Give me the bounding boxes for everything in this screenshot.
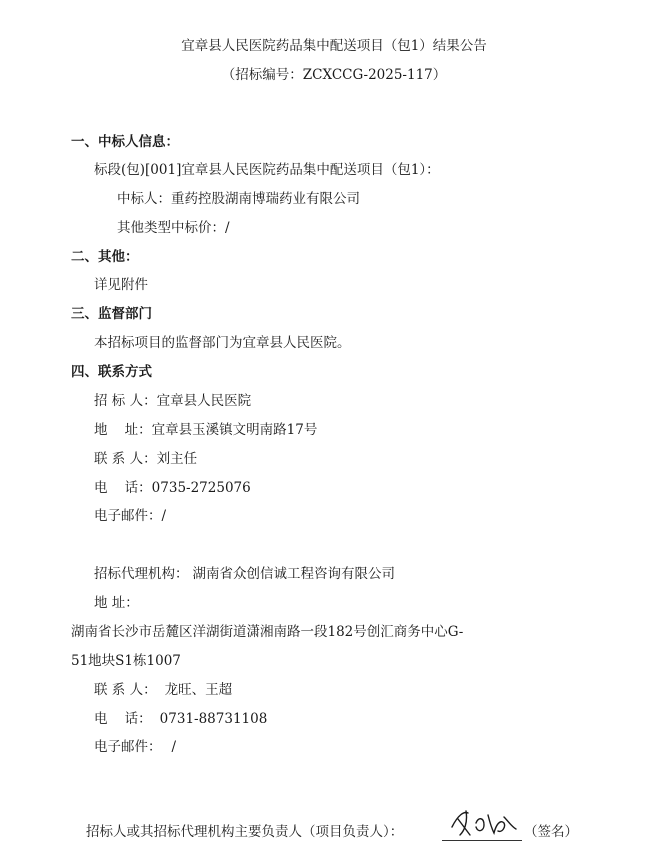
other-text: 详见附件 — [94, 277, 148, 293]
phone-label: 电 话： — [94, 480, 152, 496]
section-heading-supervision: 三、监督部门 — [71, 306, 152, 322]
agency-phone-value: 0731-88731108 — [159, 711, 268, 727]
handwritten-signature — [448, 805, 520, 839]
agency-phone-row — [94, 710, 267, 728]
tenderer-row — [94, 392, 251, 410]
agency-email-value: / — [171, 739, 177, 755]
agency-email-row — [94, 738, 176, 756]
winner-line: 中标人：重药控股湖南博瑞药业有限公司 — [117, 191, 360, 207]
agency-address-line2: 51地块S1栋1007 — [71, 653, 181, 669]
agency-address-line1: 湖南省长沙市岳麓区洋湖街道潇湘南路一段182号创汇商务中心G- — [71, 624, 464, 640]
sign-note: （签名） — [524, 824, 578, 840]
supervision-text: 本招标项目的监督部门为宜章县人民医院。 — [94, 335, 351, 351]
phone-row — [94, 479, 251, 497]
agency-label: 招标代理机构： — [94, 566, 189, 582]
signature-label: 招标人或其招标代理机构主要负责人（项目负责人）： — [86, 824, 404, 840]
address-row — [94, 421, 317, 439]
signature-line — [442, 840, 522, 841]
agency-phone-label: 电 话： — [94, 711, 152, 727]
agency-address-label: 地 址： — [94, 595, 139, 611]
other-price-line: 其他类型中标价：/ — [117, 220, 230, 236]
tenderer-label: 招 标 人： — [94, 393, 157, 409]
address-label: 地 址： — [94, 422, 152, 438]
tender-number: （招标编号：ZCXCCG-2025-117） — [221, 67, 447, 83]
phone-value: 0735-2725076 — [151, 480, 251, 496]
agency-value: 湖南省众创信诚工程咨询有限公司 — [192, 566, 395, 582]
email-row — [94, 507, 166, 525]
tenderer-value: 宜章县人民医院 — [156, 393, 252, 409]
email-label: 电子邮件： — [94, 508, 162, 524]
contact-row — [94, 450, 197, 468]
agency-contact-value: 龙旺、王超 — [164, 682, 233, 698]
document-title: 宜章县人民医院药品集中配送项目（包1）结果公告 — [181, 38, 487, 54]
email-value: / — [161, 508, 167, 524]
section-heading-other: 二、其他： — [71, 249, 139, 265]
address-value: 宜章县玉溪镇文明南路17号 — [151, 422, 318, 438]
agency-contact-label: 联 系 人： — [94, 682, 157, 698]
lot-line: 标段(包)[001]宜章县人民医院药品集中配送项目（包1）： — [94, 162, 440, 178]
section-heading-contact: 四、联系方式 — [71, 364, 152, 380]
section-heading-winner: 一、中标人信息： — [71, 134, 179, 150]
agency-contact-row — [94, 681, 232, 699]
contact-label: 联 系 人： — [94, 451, 157, 467]
agency-email-label: 电子邮件： — [94, 739, 162, 755]
contact-value: 刘主任 — [156, 451, 198, 467]
agency-row — [94, 565, 395, 583]
